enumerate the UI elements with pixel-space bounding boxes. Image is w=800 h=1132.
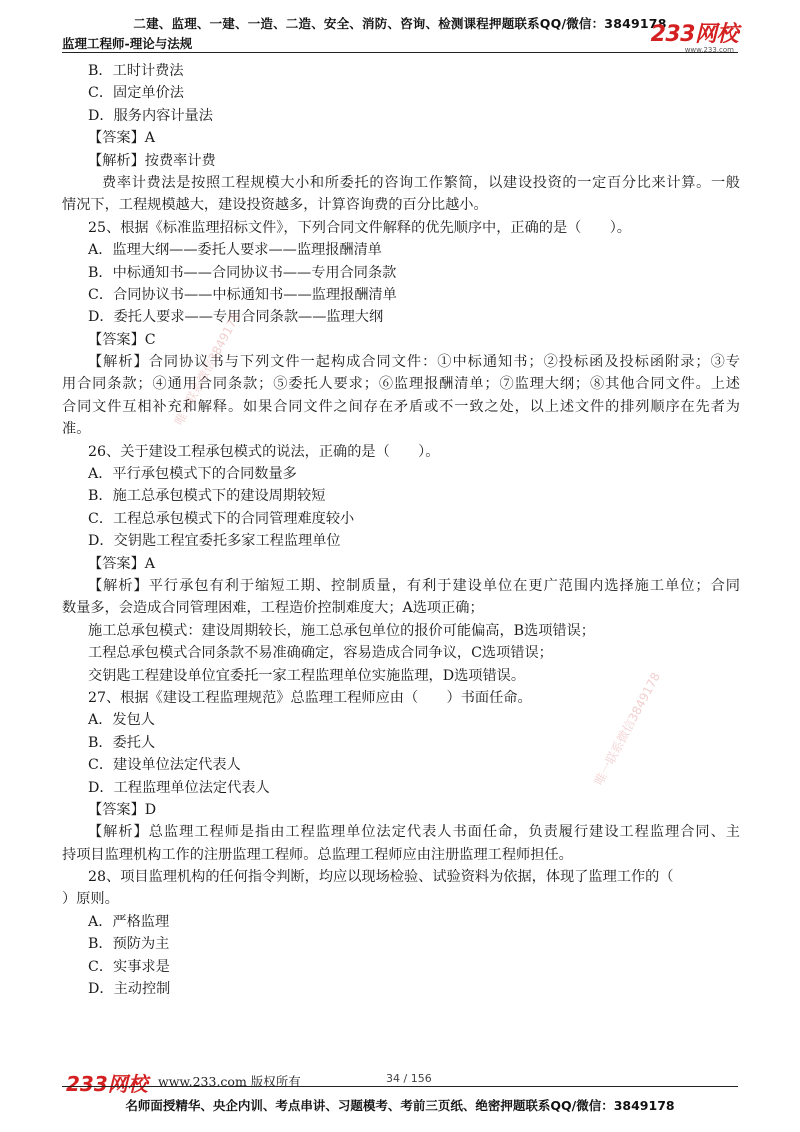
text-line: D．工程监理单位法定代表人 bbox=[88, 779, 270, 796]
text-line: 26、关于建设工程承包模式的说法，正确的是（ ）。 bbox=[88, 443, 440, 460]
footer-logo: 233网校 bbox=[66, 1072, 148, 1096]
text-line: 28、项目监理机构的任何指令判断，均应以现场检验、试验资料为依据，体现了监理工作的（ bbox=[88, 869, 674, 886]
text-line: D．主动控制 bbox=[88, 981, 171, 998]
document-subtitle: 监理工程师-理论与法规 bbox=[62, 36, 193, 51]
text-line: A．严格监理 bbox=[88, 913, 170, 930]
text-line: 【解析】合同协议书与下列文件一起构成合同文件：①中标通知书；②投标函及投标函附录；③专 bbox=[88, 354, 740, 371]
header-promo-line: 二建、监理、一建、一造、二造、安全、消防、咨询、检测课程押题联系QQ/微信：3849178 bbox=[133, 16, 667, 31]
text-line: C．固定单价法 bbox=[88, 85, 184, 102]
text-line: D．服务内容计量法 bbox=[88, 107, 213, 124]
footer-copyright: www.233.com 版权所有 bbox=[158, 1074, 301, 1089]
text-line: 数量多，会造成合同管理困难，工程造价控制难度大；A选项正确； bbox=[62, 600, 484, 617]
text-line: B．预防为主 bbox=[88, 936, 170, 953]
watermark: 唯一联系微信3849178 bbox=[591, 670, 664, 788]
text-line: 25、根据《标准监理招标文件》，下列合同文件解释的优先顺序中，正确的是（ ）。 bbox=[88, 219, 631, 236]
text-line: 【答案】A bbox=[88, 130, 155, 147]
text-line: B．工时计费法 bbox=[88, 63, 184, 79]
text-line: A．监理大纲——委托人要求——监理报酬清单 bbox=[88, 242, 382, 259]
text-line: B．中标通知书——合同协议书——专用合同条款 bbox=[88, 264, 397, 281]
text-line: C．工程总承包模式下的合同管理难度较小 bbox=[88, 510, 355, 527]
text-line: 27、根据《建设工程监理规范》总监理工程师应由（ ）书面任命。 bbox=[88, 689, 532, 706]
page-number: 34 / 156 bbox=[386, 1072, 432, 1085]
text-line: 【答案】D bbox=[88, 801, 157, 818]
watermark: 唯一联系微信3849178 bbox=[171, 310, 244, 428]
text-line: 持项目监理机构工作的注册监理工程师。总监理工程师应由注册监理工程师担任。 bbox=[62, 846, 573, 863]
text-line: D．委托人要求——专用合同条款——监理大纲 bbox=[88, 309, 384, 326]
text-line: A．发包人 bbox=[88, 712, 155, 729]
text-line: 【解析】平行承包有利于缩短工期、控制质量，有利于建设单位在更广范围内选择施工单位；合同 bbox=[88, 577, 740, 594]
text-line: 施工总承包模式：建设周期较长，施工总承包单位的报价可能偏高，B选项错误； bbox=[88, 622, 595, 639]
text-line: C．建设单位法定代表人 bbox=[88, 757, 241, 774]
text-line: 情况下，工程规模越大，建设投资越多，计算咨询费的百分比越小。 bbox=[62, 197, 488, 214]
text-line: C．实事求是 bbox=[88, 958, 170, 975]
text-line: A．平行承包模式下的合同数量多 bbox=[88, 466, 297, 483]
brand-logo bbox=[651, 24, 738, 54]
footer-promo-line: 名师面授精华、央企内训、考点串讲、习题模考、考前三页纸、绝密押题联系QQ/微信：3849178 bbox=[125, 1098, 675, 1113]
text-line: 【答案】C bbox=[88, 331, 156, 348]
text-line: C．合同协议书——中标通知书——监理报酬清单 bbox=[88, 286, 397, 303]
header-divider bbox=[62, 52, 738, 53]
text-line: 费率计费法是按照工程规模大小和所委托的咨询工作繁简，以建设投资的一定百分比来计算。一般 bbox=[102, 174, 740, 191]
document-body bbox=[62, 60, 740, 1000]
text-line: 合同文件互相补充和解释。如果合同文件之间存在矛盾或不一致之处，以上述文件的排列顺序在先者为 bbox=[62, 398, 740, 415]
text-line: B．施工总承包模式下的建设周期较短 bbox=[88, 488, 326, 505]
text-line: 【答案】A bbox=[88, 555, 155, 572]
text-line: B．委托人 bbox=[88, 734, 156, 751]
text-line: D．交钥匙工程宜委托多家工程监理单位 bbox=[88, 533, 341, 550]
text-line: 用合同条款；④通用合同条款；⑤委托人要求；⑥监理报酬清单；⑦监理大纲；⑧其他合同文件。上述 bbox=[62, 376, 740, 393]
text-line: 【解析】总监理工程师是指由工程监理单位法定代表人书面任命，负责履行建设工程监理合同、主 bbox=[88, 824, 740, 841]
text-line: 【解析】按费率计费 bbox=[88, 152, 216, 169]
text-line: ）原则。 bbox=[62, 891, 119, 908]
text-line: 交钥匙工程建设单位宜委托一家工程监理单位实施监理，D选项错误。 bbox=[88, 667, 526, 684]
footer-divider bbox=[62, 1086, 738, 1087]
text-line: 准。 bbox=[62, 421, 91, 438]
text-line: 工程总承包模式合同条款不易准确确定，容易造成合同争议，C选项错误； bbox=[88, 645, 553, 662]
logo-url: www.233.com bbox=[684, 46, 734, 54]
logo-text: 233网校 bbox=[650, 22, 738, 47]
